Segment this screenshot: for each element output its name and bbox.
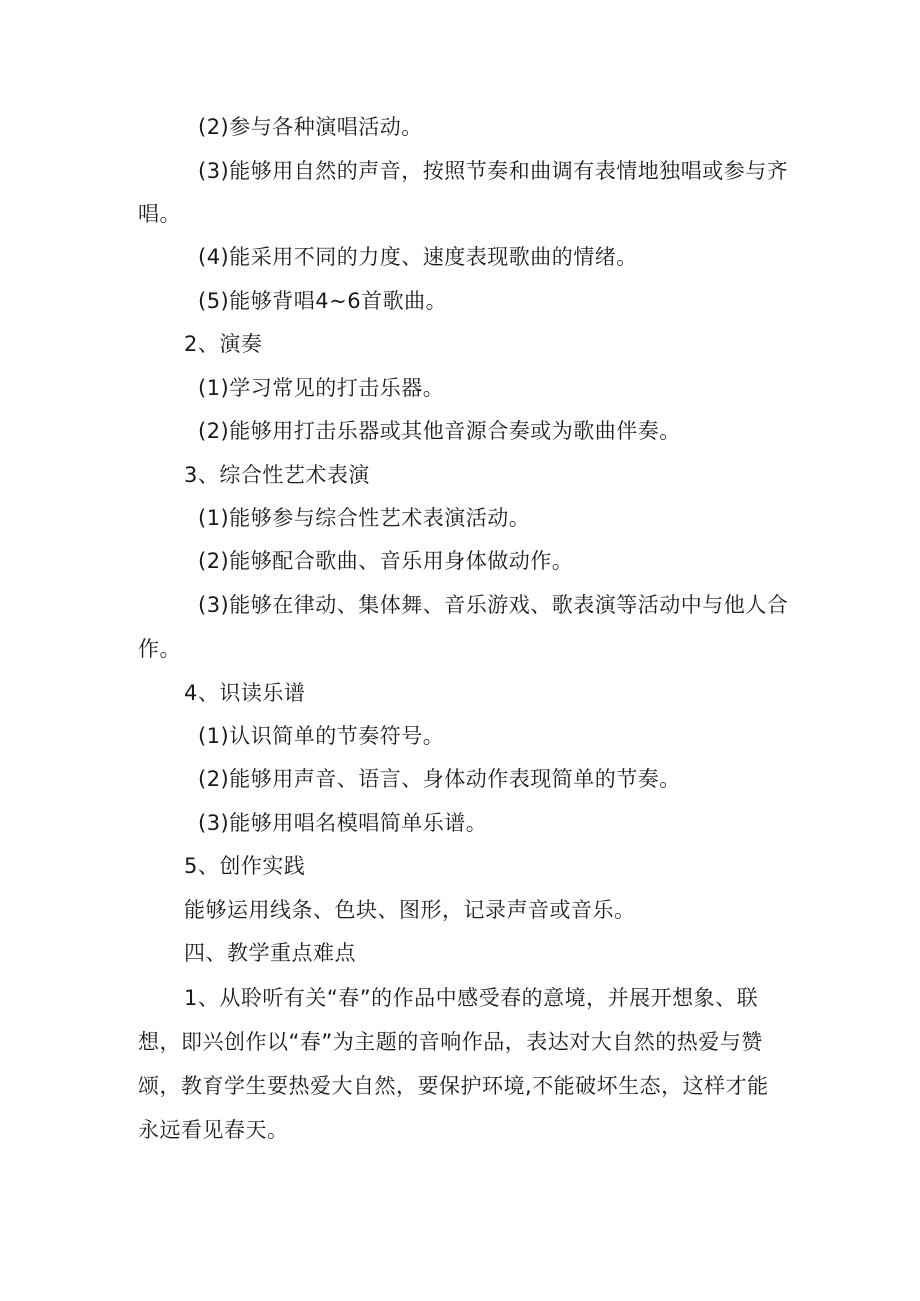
comprehensive-item-3: (3)能够在律动、集体舞、音乐游戏、歌表演等活动中与他人合 (198, 593, 789, 617)
key-point-1-line: 1、从聆听有关“春”的作品中感受春的意境，并展开想象、联 (184, 986, 759, 1010)
creation-body-text: 能够运用线条、色块、图形，记录声音或音乐。 (184, 898, 636, 922)
comprehensive-item-1: (1)能够参与综合性艺术表演活动。 (198, 506, 531, 530)
performance-item-1: (1)学习常见的打击乐器。 (198, 376, 445, 400)
key-point-1-line: 永远看见春天。 (138, 1118, 289, 1142)
heading-performance: 2、演奏 (184, 332, 263, 356)
key-point-1-line: 颂，教育学生要热爱大自然，要保护环境,不能破坏生态，这样才能 (138, 1074, 769, 1098)
comprehensive-item-3-continuation: 作。 (138, 637, 181, 661)
score-item-1: (1)认识简单的节奏符号。 (198, 724, 445, 748)
heading-comprehensive-performance: 3、综合性艺术表演 (184, 463, 370, 487)
performance-item-2: (2)能够用打击乐器或其他音源合奏或为歌曲伴奏。 (198, 419, 681, 443)
score-item-2: (2)能够用声音、语言、身体动作表现简单的节奏。 (198, 767, 681, 791)
singing-item-5: (5)能够背唱4~6首歌曲。 (198, 289, 448, 313)
heading-score-reading: 4、识读乐谱 (184, 681, 306, 705)
comprehensive-item-2: (2)能够配合歌曲、音乐用身体做动作。 (198, 549, 574, 573)
key-point-1-line: 想，即兴创作以“春”为主题的音响作品，表达对大自然的热爱与赞 (138, 1030, 763, 1054)
score-item-3: (3)能够用唱名模唱简单乐谱。 (198, 811, 488, 835)
heading-creation-practice: 5、创作实践 (184, 854, 306, 878)
singing-item-3-continuation: 唱。 (138, 202, 181, 226)
singing-item-2: (2)参与各种演唱活动。 (198, 115, 423, 139)
singing-item-4: (4)能采用不同的力度、速度表现歌曲的情绪。 (198, 245, 638, 269)
heading-key-points: 四、教学重点难点 (184, 941, 356, 965)
singing-item-3: (3)能够用自然的声音，按照节奏和曲调有表情地独唱或参与齐 (198, 159, 789, 183)
